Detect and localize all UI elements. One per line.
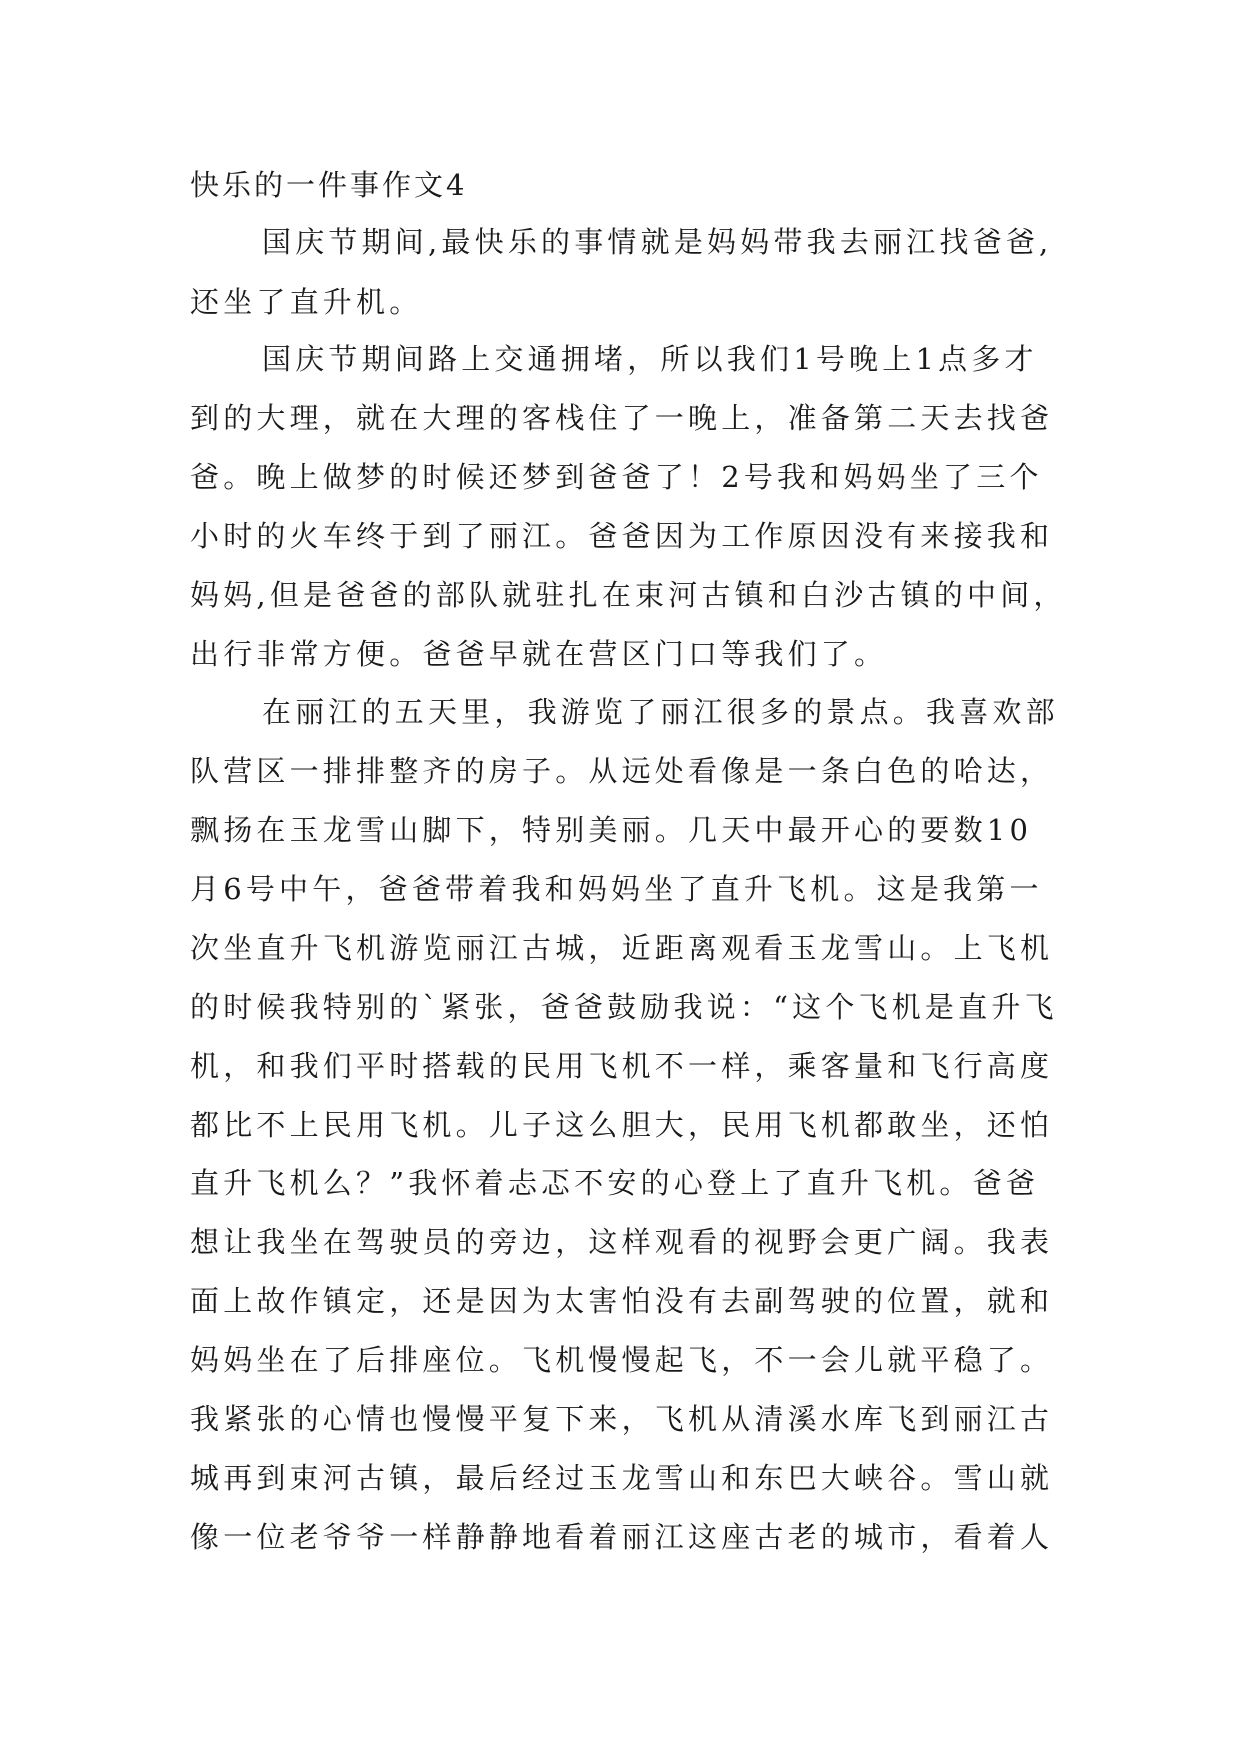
paragraph-line: 想让我坐在驾驶员的旁边，这样观看的视野会更广阔。我表 [190, 1225, 1054, 1259]
paragraph-line: 妈妈坐在了后排座位。飞机慢慢起飞，不一会儿就平稳了。 [190, 1343, 1054, 1377]
paragraph-line: 国庆节期间路上交通拥堵，所以我们1号晚上1点多才 [262, 342, 1038, 376]
paragraph-line: 都比不上民用飞机。儿子这么胆大，民用飞机都敢坐，还怕 [190, 1108, 1054, 1142]
paragraph-line: 我紧张的心情也慢慢平复下来，飞机从清溪水库飞到丽江古 [190, 1402, 1054, 1436]
paragraph-line: 出行非常方便。爸爸早就在营区门口等我们了。 [190, 637, 888, 671]
paragraph-line: 的时候我特别的`紧张，爸爸鼓励我说：“这个飞机是直升飞 [190, 990, 1058, 1024]
paragraph-line: 直升飞机么？”我怀着忐忑不安的心登上了直升飞机。爸爸 [190, 1166, 1040, 1200]
paragraph-line: 机，和我们平时搭载的民用飞机不一样，乘客量和飞行高度 [190, 1049, 1054, 1083]
paragraph-line: 次坐直升飞机游览丽江古城，近距离观看玉龙雪山。上飞机 [190, 931, 1054, 965]
document-title: 快乐的一件事作文4 [190, 168, 468, 202]
paragraph-line: 到的大理，就在大理的客栈住了一晚上，准备第二天去找爸 [190, 401, 1054, 435]
paragraph-line: 像一位老爷爷一样静静地看着丽江这座古老的城市，看着人 [190, 1520, 1054, 1554]
paragraph-line: 爸。晚上做梦的时候还梦到爸爸了！2号我和妈妈坐了三个 [190, 460, 1043, 494]
paragraph-line: 队营区一排排整齐的房子。从远处看像是一条白色的哈达， [190, 754, 1054, 788]
paragraph-line: 面上故作镇定，还是因为太害怕没有去副驾驶的位置，就和 [190, 1284, 1054, 1318]
paragraph-line: 月6号中午，爸爸带着我和妈妈坐了直升飞机。这是我第一 [190, 872, 1043, 906]
paragraph-line: 飘扬在玉龙雪山脚下，特别美丽。几天中最开心的要数10 [190, 813, 1033, 847]
paragraph-line: 在丽江的五天里，我游览了丽江很多的景点。我喜欢部 [262, 695, 1059, 729]
paragraph-line: 小时的火车终于到了丽江。爸爸因为工作原因没有来接我和 [190, 519, 1054, 553]
paragraph-line: 国庆节期间,最快乐的事情就是妈妈带我去丽江找爸爸, [262, 225, 1053, 259]
paragraph-line: 城再到束河古镇，最后经过玉龙雪山和东巴大峡谷。雪山就 [190, 1461, 1054, 1495]
paragraph-line: 还坐了直升机。 [190, 285, 423, 319]
paragraph-line: 妈妈,但是爸爸的部队就驻扎在束河古镇和白沙古镇的中间， [190, 578, 1067, 612]
